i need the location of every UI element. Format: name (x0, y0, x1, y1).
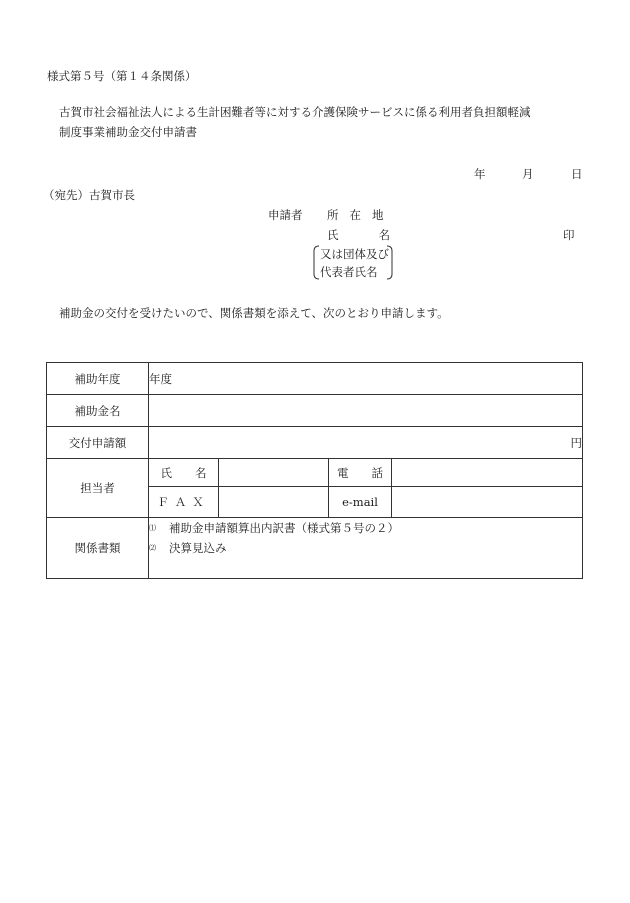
subsidy-name-label: 補助金名 (47, 395, 149, 427)
seal-mark: 印 (563, 228, 575, 242)
fax-field[interactable] (219, 487, 329, 518)
date-day-label: 日 (571, 167, 583, 181)
amount-field[interactable]: 円 (149, 427, 583, 459)
doc-number: ⑴ (149, 524, 156, 532)
document-title-line2: 制度事業補助金交付申請書 (59, 125, 197, 139)
doc-text: 決算見込み (169, 541, 227, 555)
subsidy-name-row (47, 395, 583, 427)
amount-label: 交付申請額 (47, 427, 149, 459)
addressee: （宛先）古賀市長 (43, 188, 135, 202)
name-label (327, 227, 390, 243)
doc-item (149, 538, 582, 558)
docs-row (47, 518, 583, 579)
form-number: 様式第５号（第１４条関係） (47, 69, 197, 83)
doc-text: 補助金申請額算出内訳書（様式第５号の２） (169, 521, 399, 535)
doc-number: ⑵ (149, 544, 156, 552)
email-field[interactable] (392, 487, 583, 518)
document-title-line1: 古賀市社会福祉法人による生計困難者等に対する介護保険サービスに係る利用者負担額軽減 (59, 105, 531, 119)
docs-list (149, 518, 583, 579)
amount-row (47, 427, 583, 459)
address-label: 所在地 (327, 208, 395, 222)
contact-name-field[interactable] (219, 459, 329, 487)
date-month-label: 月 (522, 167, 534, 181)
contact-row-1 (47, 459, 583, 487)
application-statement: 補助金の交付を受けたいので、関係書類を添えて、次のとおり申請します。 (59, 306, 449, 320)
docs-label: 関係書類 (47, 518, 149, 579)
fiscal-year-field[interactable]: 年度 (149, 363, 583, 395)
phone-field[interactable] (392, 459, 583, 487)
application-table (46, 362, 583, 579)
doc-item (149, 518, 582, 538)
name-label-part1: 氏 (327, 228, 339, 242)
bracket-line2: 代表者氏名 (320, 265, 378, 279)
fiscal-year-row (47, 363, 583, 395)
contact-name-label: 氏 名 (149, 459, 219, 487)
bracket-line1: 又は団体及び (320, 247, 389, 261)
subsidy-name-field[interactable] (149, 395, 583, 427)
fiscal-year-label: 補助年度 (47, 363, 149, 395)
date-year-label: 年 (474, 167, 486, 181)
phone-label: 電 話 (329, 459, 392, 487)
contact-label: 担当者 (47, 459, 149, 518)
name-label-part2: 名 (378, 228, 390, 242)
organization-bracket (313, 245, 393, 280)
email-label: e-mail (329, 487, 392, 518)
fax-label: ＦＡＸ (149, 487, 219, 518)
applicant-heading: 申請者 (268, 208, 303, 222)
